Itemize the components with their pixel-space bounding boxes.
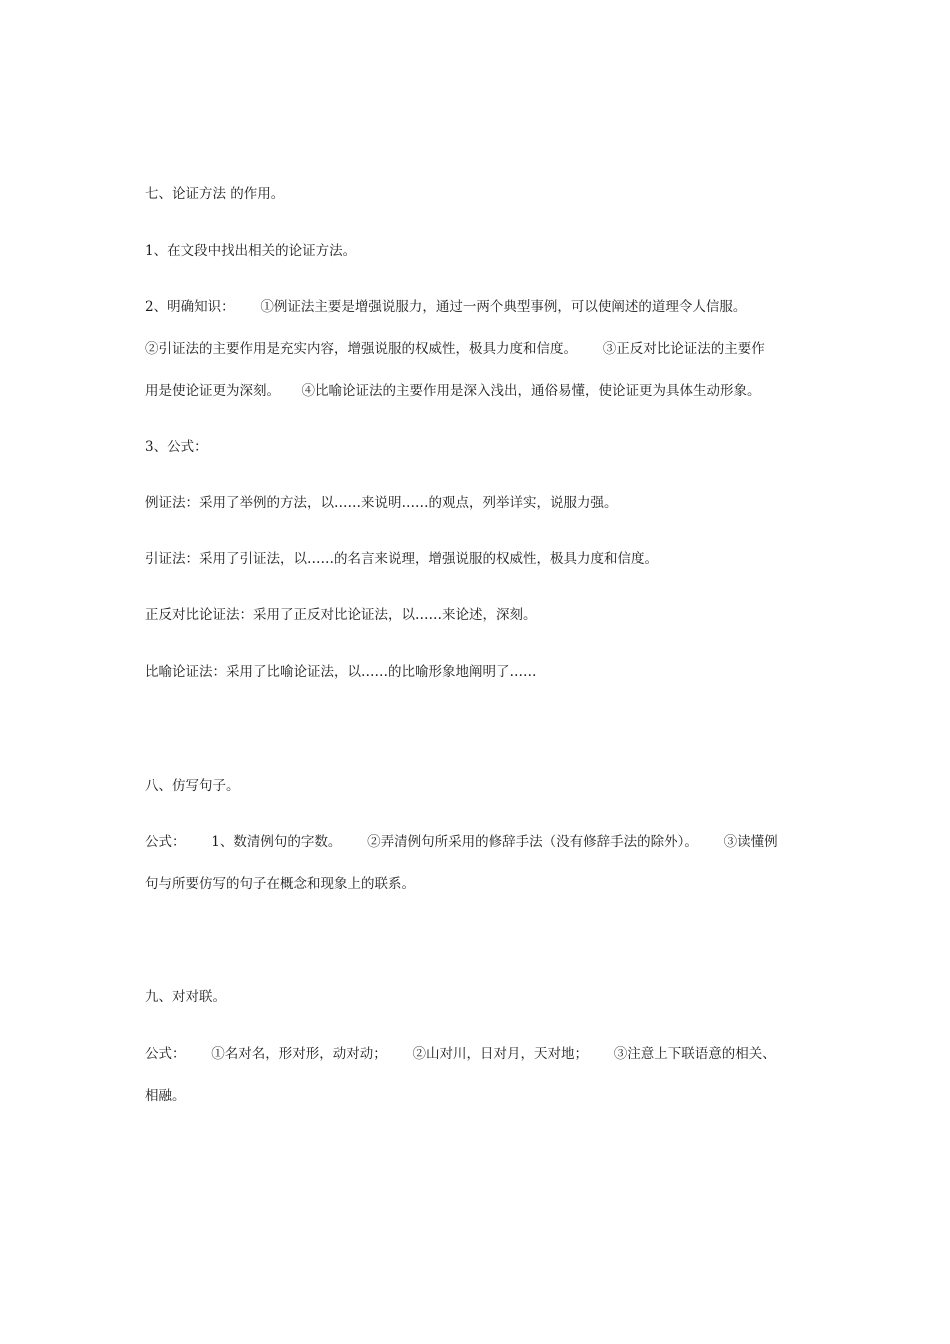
- section8-formula-line2: 句与所要仿写的句子在概念和现象上的联系。: [145, 876, 415, 892]
- section7-item2-line3: 用是使论证更为深刻。 ④比喻论证法的主要作用是深入浅出，通俗易懂，使论证更为具体生动形象。: [145, 383, 761, 399]
- section7-item2-line1: 2、明确知识： ①例证法主要是增强说服力，通过一两个典型事例，可以使阐述的道理令人信服。: [145, 299, 747, 315]
- section7-item1: 1、在文段中找出相关的论证方法。: [145, 243, 357, 259]
- section9-formula-line1: 公式： ①名对名，形对形，动对动； ②山对川，日对月，天对地； ③注意上下联语意的相关、: [145, 1046, 776, 1062]
- section8-heading: 八、仿写句子。: [145, 778, 240, 794]
- section7-heading: 七、论证方法 的作用。: [145, 186, 285, 202]
- formula-metaphor-argument: 比喻论证法：采用了比喻论证法，以……的比喻形象地阐明了……: [145, 664, 537, 680]
- formula-quote-argument: 引证法：采用了引证法，以……的名言来说理，增强说服的权威性，极具力度和信度。: [145, 551, 658, 567]
- section9-heading: 九、对对联。: [145, 989, 226, 1005]
- formula-contrast-argument: 正反对比论证法：采用了正反对比论证法，以……来论述，深刻。: [145, 607, 537, 623]
- formula-example-argument: 例证法：采用了举例的方法，以……来说明……的观点，列举详实，说服力强。: [145, 495, 618, 511]
- section7-item3: 3、公式：: [145, 439, 208, 455]
- section7-item2-line2: ②引证法的主要作用是充实内容，增强说服的权威性，极具力度和信度。 ③正反对比论证法的主要作: [145, 341, 765, 357]
- section8-formula-line1: 公式： 1、数清例句的字数。 ②弄清例句所采用的修辞手法（没有修辞手法的除外）。 ③读懂例: [145, 834, 778, 850]
- section9-formula-line2: 相融。: [145, 1088, 186, 1104]
